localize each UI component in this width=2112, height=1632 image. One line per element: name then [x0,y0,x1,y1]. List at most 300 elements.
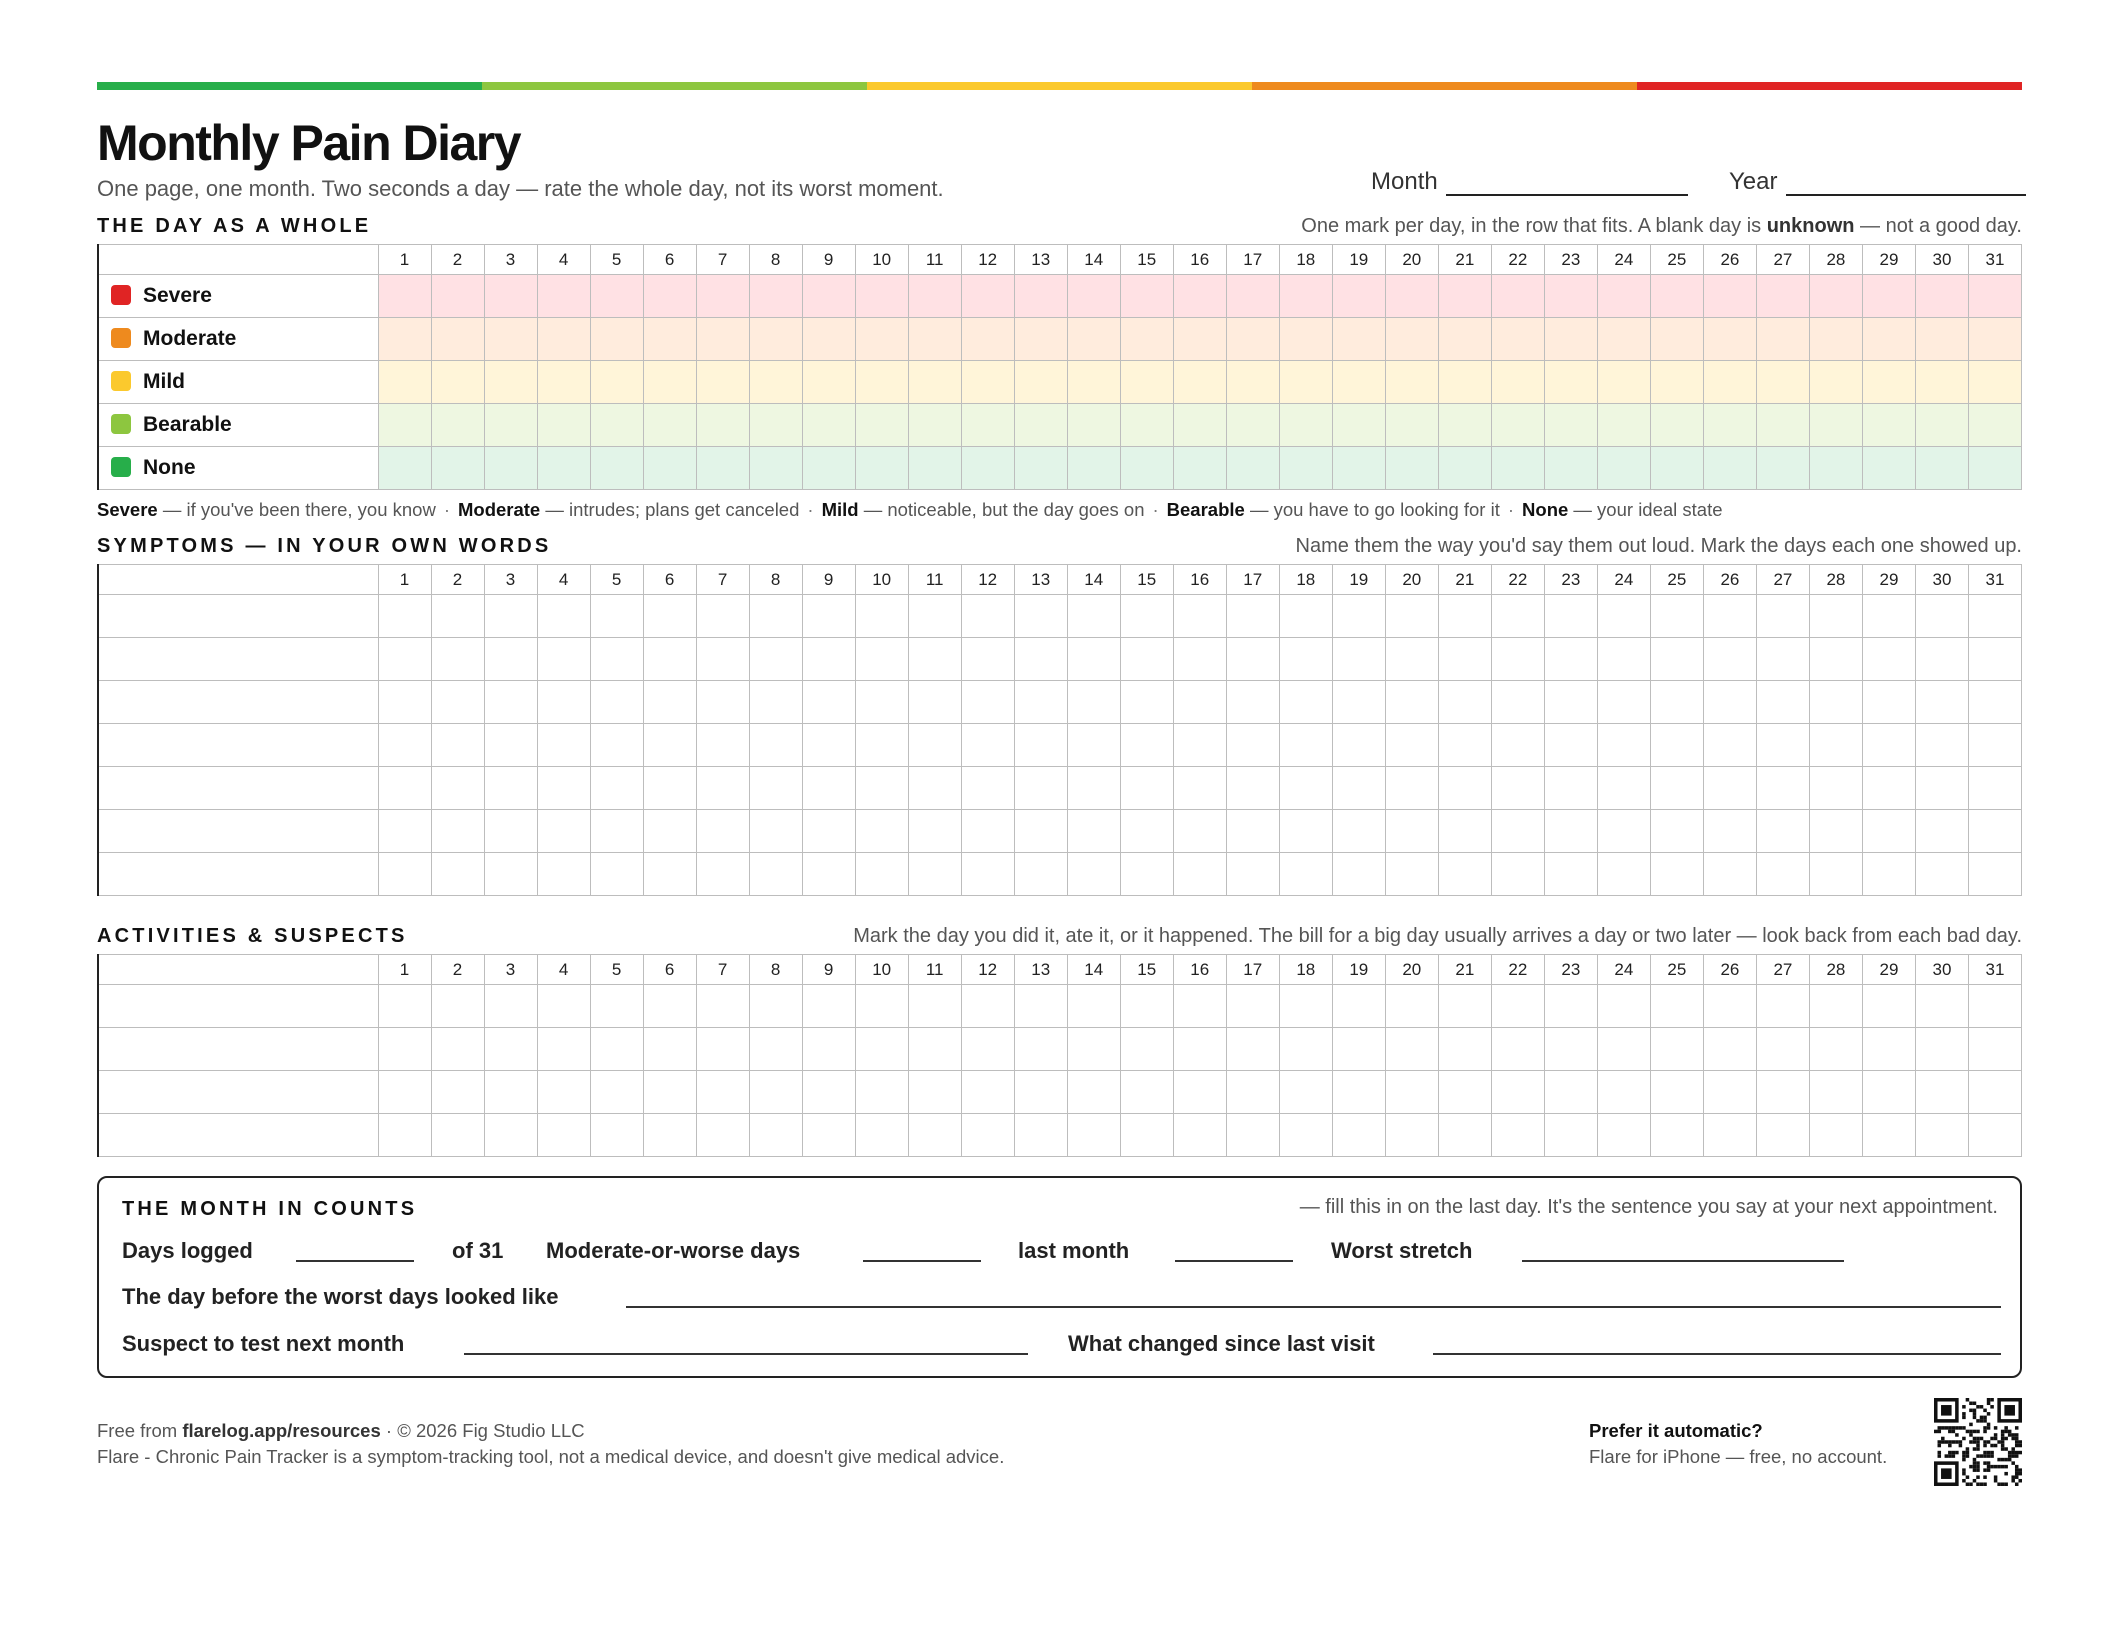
symptom-cell[interactable] [908,767,961,810]
activity-cell[interactable] [431,1028,484,1071]
severity-cell[interactable] [1014,361,1067,404]
activity-cell[interactable] [1120,1028,1173,1071]
severity-cell[interactable] [1544,404,1597,447]
activity-name-cell[interactable] [98,985,378,1028]
severity-cell[interactable] [1332,275,1385,318]
activity-cell[interactable] [749,985,802,1028]
symptom-cell[interactable] [1173,681,1226,724]
symptom-name-cell[interactable] [98,681,378,724]
symptom-cell[interactable] [1968,853,2021,896]
activity-cell[interactable] [802,1114,855,1157]
symptom-cell[interactable] [1809,681,1862,724]
activity-name-cell[interactable] [98,1028,378,1071]
symptom-cell[interactable] [1703,724,1756,767]
activity-cell[interactable] [1756,1114,1809,1157]
severity-cell[interactable] [1014,318,1067,361]
severity-cell[interactable] [1438,404,1491,447]
severity-cell[interactable] [1173,361,1226,404]
symptom-cell[interactable] [1650,810,1703,853]
symptom-cell[interactable] [1014,595,1067,638]
symptom-cell[interactable] [1491,595,1544,638]
severity-cell[interactable] [643,404,696,447]
symptom-cell[interactable] [749,853,802,896]
symptom-cell[interactable] [1862,810,1915,853]
severity-cell[interactable] [537,361,590,404]
severity-cell[interactable] [1173,404,1226,447]
severity-cell[interactable] [1756,447,1809,490]
activity-cell[interactable] [643,985,696,1028]
severity-cell[interactable] [1226,318,1279,361]
severity-cell[interactable] [802,361,855,404]
symptom-cell[interactable] [1438,595,1491,638]
severity-cell[interactable] [590,447,643,490]
symptom-cell[interactable] [643,767,696,810]
activity-cell[interactable] [1809,1071,1862,1114]
activity-cell[interactable] [1756,1071,1809,1114]
symptom-cell[interactable] [961,767,1014,810]
symptom-cell[interactable] [1173,767,1226,810]
symptom-cell[interactable] [855,810,908,853]
year-field[interactable] [1729,168,2026,196]
last-month-input[interactable] [1175,1260,1293,1262]
activity-cell[interactable] [1067,1071,1120,1114]
symptom-cell[interactable] [643,595,696,638]
activity-cell[interactable] [855,1028,908,1071]
moderate-or-worse-input[interactable] [863,1260,981,1262]
activity-cell[interactable] [1968,1028,2021,1071]
severity-cell[interactable] [749,361,802,404]
symptom-cell[interactable] [961,853,1014,896]
symptom-cell[interactable] [1756,724,1809,767]
symptom-cell[interactable] [1226,638,1279,681]
symptom-cell[interactable] [1438,638,1491,681]
severity-cell[interactable] [1703,404,1756,447]
symptom-cell[interactable] [1597,853,1650,896]
activity-cell[interactable] [802,985,855,1028]
symptom-cell[interactable] [1915,767,1968,810]
symptom-cell[interactable] [1385,638,1438,681]
severity-cell[interactable] [1332,447,1385,490]
symptom-cell[interactable] [961,810,1014,853]
activity-cell[interactable] [1544,1028,1597,1071]
activity-cell[interactable] [378,985,431,1028]
symptom-cell[interactable] [802,853,855,896]
symptom-cell[interactable] [1862,724,1915,767]
symptom-cell[interactable] [1756,638,1809,681]
symptom-cell[interactable] [1332,595,1385,638]
symptom-cell[interactable] [1809,595,1862,638]
symptom-cell[interactable] [484,681,537,724]
severity-cell[interactable] [1915,275,1968,318]
symptom-cell[interactable] [431,810,484,853]
severity-cell[interactable] [855,318,908,361]
symptom-cell[interactable] [1173,638,1226,681]
activity-cell[interactable] [961,1114,1014,1157]
symptom-cell[interactable] [1597,767,1650,810]
symptom-cell[interactable] [378,681,431,724]
activity-cell[interactable] [696,1071,749,1114]
symptom-name-cell[interactable] [98,853,378,896]
severity-cell[interactable] [961,447,1014,490]
symptom-cell[interactable] [1014,810,1067,853]
symptom-cell[interactable] [484,724,537,767]
symptom-cell[interactable] [537,767,590,810]
severity-cell[interactable] [1544,447,1597,490]
symptom-cell[interactable] [1862,767,1915,810]
activity-cell[interactable] [961,1028,1014,1071]
symptom-cell[interactable] [1438,810,1491,853]
severity-cell[interactable] [696,361,749,404]
year-input-line[interactable] [1786,170,2026,196]
symptom-cell[interactable] [1915,595,1968,638]
symptom-cell[interactable] [855,681,908,724]
severity-cell[interactable] [378,447,431,490]
severity-cell[interactable] [802,404,855,447]
symptom-cell[interactable] [1544,681,1597,724]
activity-cell[interactable] [590,1028,643,1071]
symptom-cell[interactable] [1385,595,1438,638]
activity-cell[interactable] [1862,1071,1915,1114]
symptom-cell[interactable] [1014,724,1067,767]
severity-cell[interactable] [1491,447,1544,490]
activity-cell[interactable] [1385,985,1438,1028]
activity-cell[interactable] [1173,1028,1226,1071]
symptom-cell[interactable] [1703,638,1756,681]
activity-cell[interactable] [1014,985,1067,1028]
severity-cell[interactable] [855,404,908,447]
activity-cell[interactable] [431,1114,484,1157]
activity-cell[interactable] [1014,1071,1067,1114]
symptom-cell[interactable] [1226,681,1279,724]
what-changed-input[interactable] [1433,1353,2001,1355]
activity-cell[interactable] [1650,985,1703,1028]
symptom-cell[interactable] [1438,853,1491,896]
severity-cell[interactable] [855,447,908,490]
symptom-cell[interactable] [1385,853,1438,896]
symptom-cell[interactable] [1544,638,1597,681]
symptom-name-cell[interactable] [98,595,378,638]
symptom-cell[interactable] [1597,810,1650,853]
severity-cell[interactable] [1014,447,1067,490]
symptom-cell[interactable] [961,595,1014,638]
severity-cell[interactable] [431,361,484,404]
severity-cell[interactable] [1544,275,1597,318]
symptom-cell[interactable] [908,638,961,681]
severity-cell[interactable] [590,275,643,318]
symptom-cell[interactable] [1067,681,1120,724]
symptom-cell[interactable] [1226,767,1279,810]
resources-link[interactable]: flarelog.app/resources [182,1420,381,1441]
activity-cell[interactable] [1014,1114,1067,1157]
severity-cell[interactable] [1120,447,1173,490]
severity-cell[interactable] [1756,318,1809,361]
symptom-cell[interactable] [590,595,643,638]
symptom-cell[interactable] [1597,724,1650,767]
severity-cell[interactable] [1067,275,1120,318]
activity-cell[interactable] [1120,985,1173,1028]
severity-cell[interactable] [749,404,802,447]
symptom-cell[interactable] [1650,595,1703,638]
symptom-cell[interactable] [1756,595,1809,638]
activity-cell[interactable] [1703,1114,1756,1157]
symptom-cell[interactable] [1703,767,1756,810]
symptom-cell[interactable] [1544,853,1597,896]
symptom-cell[interactable] [696,681,749,724]
symptom-cell[interactable] [1438,767,1491,810]
activity-cell[interactable] [643,1071,696,1114]
symptom-cell[interactable] [1703,681,1756,724]
symptom-cell[interactable] [1279,681,1332,724]
activity-cell[interactable] [908,1071,961,1114]
severity-cell[interactable] [1597,361,1650,404]
symptom-cell[interactable] [749,638,802,681]
symptom-cell[interactable] [1120,724,1173,767]
severity-cell[interactable] [378,404,431,447]
severity-cell[interactable] [1968,318,2021,361]
symptom-cell[interactable] [855,595,908,638]
days-logged-input[interactable] [296,1260,414,1262]
symptom-cell[interactable] [484,638,537,681]
activity-cell[interactable] [1915,985,1968,1028]
activity-cell[interactable] [696,985,749,1028]
activity-cell[interactable] [908,1028,961,1071]
severity-cell[interactable] [1968,447,2021,490]
activity-cell[interactable] [537,1114,590,1157]
activity-cell[interactable] [1491,1114,1544,1157]
severity-cell[interactable] [590,361,643,404]
activity-cell[interactable] [1650,1114,1703,1157]
symptom-cell[interactable] [643,724,696,767]
symptom-cell[interactable] [1544,810,1597,853]
severity-cell[interactable] [1067,447,1120,490]
activity-cell[interactable] [908,985,961,1028]
severity-cell[interactable] [1862,318,1915,361]
symptom-cell[interactable] [1862,595,1915,638]
symptom-cell[interactable] [643,810,696,853]
day-before-input[interactable] [626,1306,2001,1308]
symptom-cell[interactable] [1279,724,1332,767]
severity-cell[interactable] [643,361,696,404]
severity-cell[interactable] [1862,447,1915,490]
severity-cell[interactable] [1597,447,1650,490]
severity-cell[interactable] [1438,318,1491,361]
symptom-cell[interactable] [855,767,908,810]
severity-cell[interactable] [1279,361,1332,404]
severity-cell[interactable] [1173,447,1226,490]
symptom-cell[interactable] [1703,810,1756,853]
symptom-cell[interactable] [1756,810,1809,853]
severity-cell[interactable] [1014,404,1067,447]
symptom-cell[interactable] [1332,767,1385,810]
activity-cell[interactable] [1226,985,1279,1028]
activity-cell[interactable] [749,1114,802,1157]
severity-cell[interactable] [1279,318,1332,361]
symptom-cell[interactable] [1120,810,1173,853]
severity-cell[interactable] [1597,275,1650,318]
severity-cell[interactable] [1279,275,1332,318]
symptom-cell[interactable] [484,810,537,853]
symptom-cell[interactable] [1756,681,1809,724]
symptom-cell[interactable] [1067,595,1120,638]
activity-cell[interactable] [696,1028,749,1071]
activity-cell[interactable] [378,1114,431,1157]
activity-cell[interactable] [1862,1028,1915,1071]
symptom-cell[interactable] [537,681,590,724]
activity-cell[interactable] [1968,985,2021,1028]
activity-cell[interactable] [1809,985,1862,1028]
symptom-cell[interactable] [484,595,537,638]
symptom-cell[interactable] [696,810,749,853]
activity-cell[interactable] [378,1028,431,1071]
severity-cell[interactable] [1491,404,1544,447]
activity-cell[interactable] [1915,1114,1968,1157]
symptom-cell[interactable] [590,681,643,724]
severity-cell[interactable] [961,404,1014,447]
severity-cell[interactable] [1491,275,1544,318]
activity-cell[interactable] [1597,1071,1650,1114]
symptom-cell[interactable] [749,681,802,724]
symptom-cell[interactable] [431,724,484,767]
activity-cell[interactable] [1332,1071,1385,1114]
severity-cell[interactable] [1385,404,1438,447]
symptom-cell[interactable] [1120,595,1173,638]
symptom-cell[interactable] [1491,681,1544,724]
severity-cell[interactable] [590,404,643,447]
severity-cell[interactable] [1968,361,2021,404]
activity-cell[interactable] [484,1028,537,1071]
severity-cell[interactable] [1650,447,1703,490]
severity-cell[interactable] [1703,318,1756,361]
severity-cell[interactable] [1915,404,1968,447]
symptom-cell[interactable] [696,595,749,638]
severity-cell[interactable] [1332,318,1385,361]
severity-cell[interactable] [1491,318,1544,361]
symptom-cell[interactable] [1067,853,1120,896]
severity-cell[interactable] [1756,275,1809,318]
symptom-name-cell[interactable] [98,638,378,681]
severity-cell[interactable] [484,318,537,361]
symptom-cell[interactable] [1385,767,1438,810]
activity-cell[interactable] [1173,1114,1226,1157]
symptom-cell[interactable] [1226,724,1279,767]
severity-cell[interactable] [1120,275,1173,318]
severity-cell[interactable] [1809,447,1862,490]
symptom-cell[interactable] [378,853,431,896]
symptom-cell[interactable] [1173,810,1226,853]
symptom-cell[interactable] [1279,638,1332,681]
symptom-cell[interactable] [1968,595,2021,638]
symptom-cell[interactable] [1438,724,1491,767]
severity-cell[interactable] [1756,404,1809,447]
symptom-cell[interactable] [1332,810,1385,853]
severity-cell[interactable] [537,447,590,490]
severity-cell[interactable] [537,404,590,447]
symptom-cell[interactable] [802,638,855,681]
severity-cell[interactable] [749,318,802,361]
activity-cell[interactable] [643,1028,696,1071]
activity-cell[interactable] [802,1028,855,1071]
severity-cell[interactable] [1120,404,1173,447]
activity-cell[interactable] [1438,1114,1491,1157]
symptom-cell[interactable] [908,810,961,853]
severity-cell[interactable] [961,361,1014,404]
symptom-cell[interactable] [1173,595,1226,638]
activity-cell[interactable] [855,985,908,1028]
activity-cell[interactable] [1756,985,1809,1028]
activity-cell[interactable] [1332,1028,1385,1071]
activity-cell[interactable] [855,1071,908,1114]
symptom-cell[interactable] [908,724,961,767]
activity-cell[interactable] [1438,1028,1491,1071]
severity-cell[interactable] [484,275,537,318]
symptom-cell[interactable] [1703,853,1756,896]
symptom-cell[interactable] [1968,810,2021,853]
severity-cell[interactable] [1279,404,1332,447]
symptom-cell[interactable] [1968,767,2021,810]
symptom-cell[interactable] [1915,853,1968,896]
symptom-cell[interactable] [590,638,643,681]
qr-code-icon[interactable] [1934,1398,2022,1486]
symptom-cell[interactable] [1279,853,1332,896]
symptom-cell[interactable] [1756,767,1809,810]
symptom-cell[interactable] [1650,853,1703,896]
severity-cell[interactable] [1385,361,1438,404]
symptom-cell[interactable] [1756,853,1809,896]
symptom-cell[interactable] [1226,810,1279,853]
activity-cell[interactable] [378,1071,431,1114]
activity-cell[interactable] [1703,1071,1756,1114]
symptom-cell[interactable] [802,767,855,810]
activity-cell[interactable] [961,1071,1014,1114]
activity-cell[interactable] [1438,985,1491,1028]
severity-cell[interactable] [1173,275,1226,318]
symptom-cell[interactable] [1067,767,1120,810]
activity-cell[interactable] [1862,1114,1915,1157]
symptom-cell[interactable] [1226,595,1279,638]
symptom-cell[interactable] [431,767,484,810]
activity-cell[interactable] [1226,1028,1279,1071]
symptom-cell[interactable] [1173,853,1226,896]
activity-cell[interactable] [1226,1071,1279,1114]
activity-cell[interactable] [1385,1114,1438,1157]
activity-cell[interactable] [1385,1071,1438,1114]
activity-cell[interactable] [1491,1028,1544,1071]
severity-cell[interactable] [431,447,484,490]
symptom-cell[interactable] [1491,767,1544,810]
activity-cell[interactable] [1120,1071,1173,1114]
symptom-cell[interactable] [1279,767,1332,810]
symptom-cell[interactable] [590,853,643,896]
symptom-cell[interactable] [1279,595,1332,638]
severity-cell[interactable] [484,404,537,447]
symptom-cell[interactable] [1968,681,2021,724]
symptom-cell[interactable] [1385,810,1438,853]
severity-cell[interactable] [1438,361,1491,404]
symptom-cell[interactable] [378,638,431,681]
symptom-cell[interactable] [1120,681,1173,724]
activity-cell[interactable] [1703,985,1756,1028]
symptom-cell[interactable] [908,681,961,724]
symptom-cell[interactable] [855,853,908,896]
activity-cell[interactable] [1438,1071,1491,1114]
severity-cell[interactable] [1968,275,2021,318]
severity-cell[interactable] [696,318,749,361]
symptom-cell[interactable] [1862,638,1915,681]
severity-cell[interactable] [908,404,961,447]
activity-cell[interactable] [1491,985,1544,1028]
symptom-cell[interactable] [378,595,431,638]
month-field[interactable] [1371,168,1688,196]
